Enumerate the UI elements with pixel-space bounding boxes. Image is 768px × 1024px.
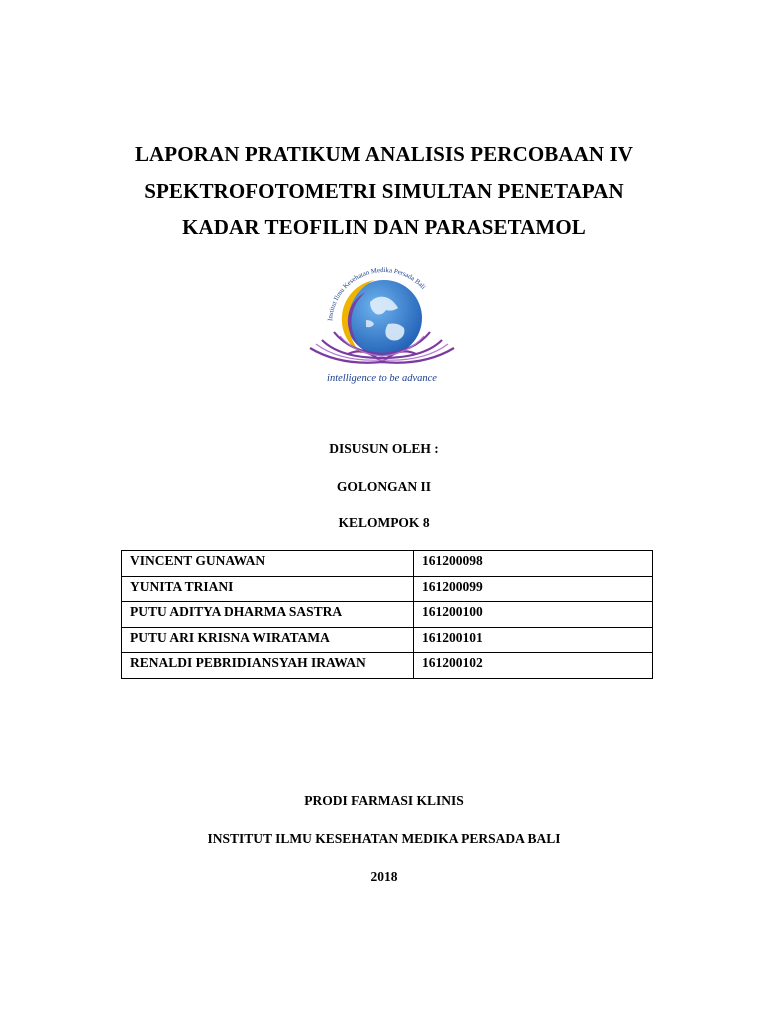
institution-logo — [300, 262, 464, 386]
member-nim: 161200102 — [414, 653, 653, 679]
member-name: RENALDI PEBRIDIANSYAH IRAWAN — [122, 653, 414, 679]
table-row — [122, 551, 653, 577]
program-name: PRODI FARMASI KLINIS — [304, 793, 464, 808]
title-line-2: SPEKTROFOTOMETRI SIMULTAN PENETAPAN — [144, 178, 624, 203]
member-nim: 161200100 — [414, 602, 653, 628]
title-line-3: KADAR TEOFILIN DAN PARASETAMOL — [182, 215, 586, 239]
group-label: GOLONGAN II — [336, 479, 432, 494]
team-label: KELOMPOK 8 — [338, 515, 430, 530]
member-name: VINCENT GUNAWAN — [122, 551, 414, 577]
member-name: YUNITA TRIANI — [122, 576, 414, 602]
member-nim: 161200098 — [414, 551, 653, 577]
table-row — [122, 602, 653, 628]
title-line-1: LAPORAN PRATIKUM ANALISIS PERCOBAAN IV — [134, 142, 634, 166]
table-row — [122, 627, 653, 653]
report-title — [0, 136, 768, 246]
member-name: PUTU ADITYA DHARMA SASTRA — [122, 602, 414, 628]
member-nim: 161200099 — [414, 576, 653, 602]
member-name: PUTU ARI KRISNA WIRATAMA — [122, 627, 414, 653]
table-row — [122, 653, 653, 679]
members-table — [121, 550, 653, 679]
institution-name: INSTITUT ILMU KESEHATAN MEDIKA PERSADA BALI — [207, 831, 561, 846]
member-nim: 161200101 — [414, 627, 653, 653]
table-row — [122, 576, 653, 602]
prepared-by-label: DISUSUN OLEH : — [329, 441, 439, 456]
report-year: 2018 — [370, 869, 398, 884]
logo-tagline: intelligence to be advance — [327, 373, 437, 384]
logo-arc-text: Institut Ilmu Kesehatan Medika Persada Bali — [327, 266, 427, 322]
